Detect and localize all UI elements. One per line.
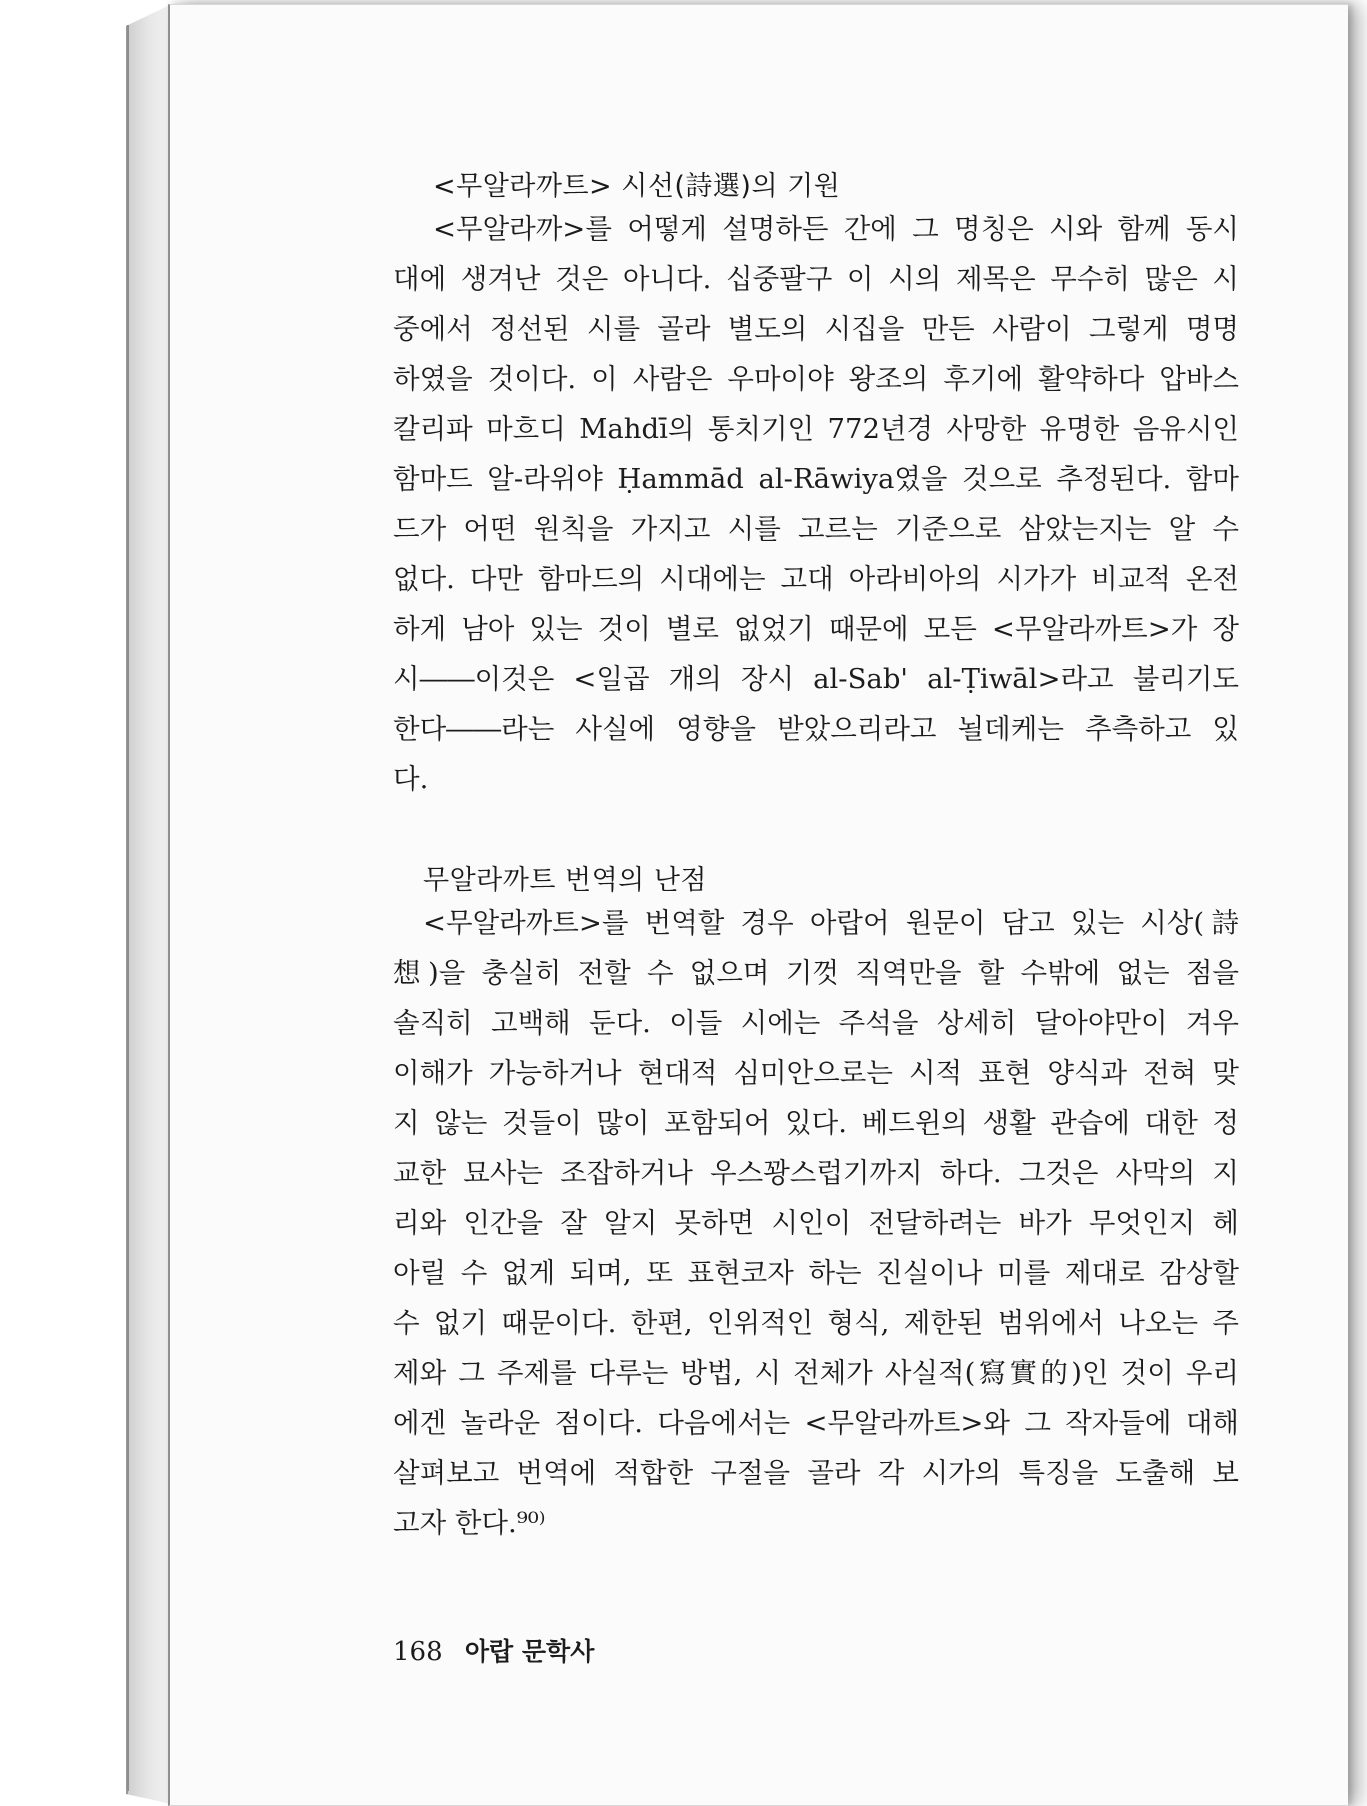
text-line: 하게 남아 있는 것이 별로 없었기 때문에 모든 <무알라까트>가 장 xyxy=(393,613,1239,645)
text-line: 이해가 가능하거나 현대적 심미안으로는 시적 표현 양식과 전혀 맞 xyxy=(393,1057,1239,1089)
text-line: 고자 한다.⁹⁰⁾ xyxy=(393,1507,546,1539)
text-line: 지 않는 것들이 많이 포함되어 있다. 베드윈의 생활 관습에 대한 정 xyxy=(393,1107,1239,1139)
text-line: 아릴 수 없게 되며, 또 표현코자 하는 진실이나 미를 제대로 감상할 xyxy=(393,1257,1239,1289)
paragraph-origin xyxy=(393,204,1239,804)
page-number: 168 xyxy=(393,1637,443,1667)
text-line: 칼리파 마흐디 Mahdī의 통치기인 772년경 사망한 유명한 음유시인 xyxy=(393,413,1239,445)
text-line: 솔직히 고백해 둔다. 이들 시에는 주석을 상세히 달아야만이 겨우 xyxy=(393,1007,1239,1039)
text-line: 중에서 정선된 시를 골라 별도의 시집을 만든 사람이 그렇게 명명 xyxy=(393,313,1239,345)
text-line: 없다. 다만 함마드의 시대에는 고대 아라비아의 시가가 비교적 온전 xyxy=(393,563,1239,595)
running-title: 아랍 문학사 xyxy=(464,1637,595,1666)
text-line: 想)을 충실히 전할 수 없으며 기껏 직역만을 할 수밖에 없는 점을 xyxy=(393,957,1239,989)
text-line: 하였을 것이다. 이 사람은 우마이야 왕조의 후기에 활약하다 압바스 xyxy=(393,363,1239,395)
section-heading-translation-difficulty: 무알라까트 번역의 난점 xyxy=(423,865,707,896)
text-line: 함마드 알-라위야 Ḥammād al-Rāwiya였을 것으로 추정된다. 함마 xyxy=(393,463,1239,495)
text-line: 대에 생겨난 것은 아니다. 십중팔구 이 시의 제목은 무수히 많은 시 xyxy=(393,263,1239,295)
text-line: 제와 그 주제를 다루는 방법, 시 전체가 사실적(寫實的)인 것이 우리 xyxy=(393,1357,1239,1389)
paragraph-translation-difficulty xyxy=(393,898,1239,1548)
text-line: 수 없기 때문이다. 한편, 인위적인 형식, 제한된 범위에서 나오는 주 xyxy=(393,1307,1239,1339)
text-line: 한다――라는 사실에 영향을 받았으리라고 뇔데케는 추측하고 있 xyxy=(393,713,1239,745)
text-line: 교한 묘사는 조잡하거나 우스꽝스럽기까지 하다. 그것은 사막의 지 xyxy=(393,1157,1239,1189)
text-line: 다. xyxy=(393,763,429,795)
text-line: 리와 인간을 잘 알지 못하면 시인이 전달하려는 바가 무엇인지 헤 xyxy=(393,1207,1239,1239)
page-footer xyxy=(393,1632,594,1668)
book-spine-edge xyxy=(127,25,129,1791)
text-line: <무알라까>를 어떻게 설명하든 간에 그 명칭은 시와 함께 동시 xyxy=(433,213,1239,245)
text-line: 시――이것은 <일곱 개의 장시 al-Sab' al-Ṭiwāl>라고 불리기도 xyxy=(393,663,1239,695)
section-heading-origin: <무알라까트> 시선(詩選)의 기원 xyxy=(433,171,841,202)
text-line: 드가 어떤 원칙을 가지고 시를 고르는 기준으로 삼았는지는 알 수 xyxy=(393,513,1239,545)
text-line: <무알라까트>를 번역할 경우 아랍어 원문이 담고 있는 시상(詩 xyxy=(423,907,1239,939)
text-line: 살펴보고 번역에 적합한 구절을 골라 각 시가의 특징을 도출해 보 xyxy=(393,1457,1239,1489)
book-spine xyxy=(126,4,172,1804)
text-line: 에겐 놀라운 점이다. 다음에서는 <무알라까트>와 그 작자들에 대해 xyxy=(393,1407,1239,1439)
